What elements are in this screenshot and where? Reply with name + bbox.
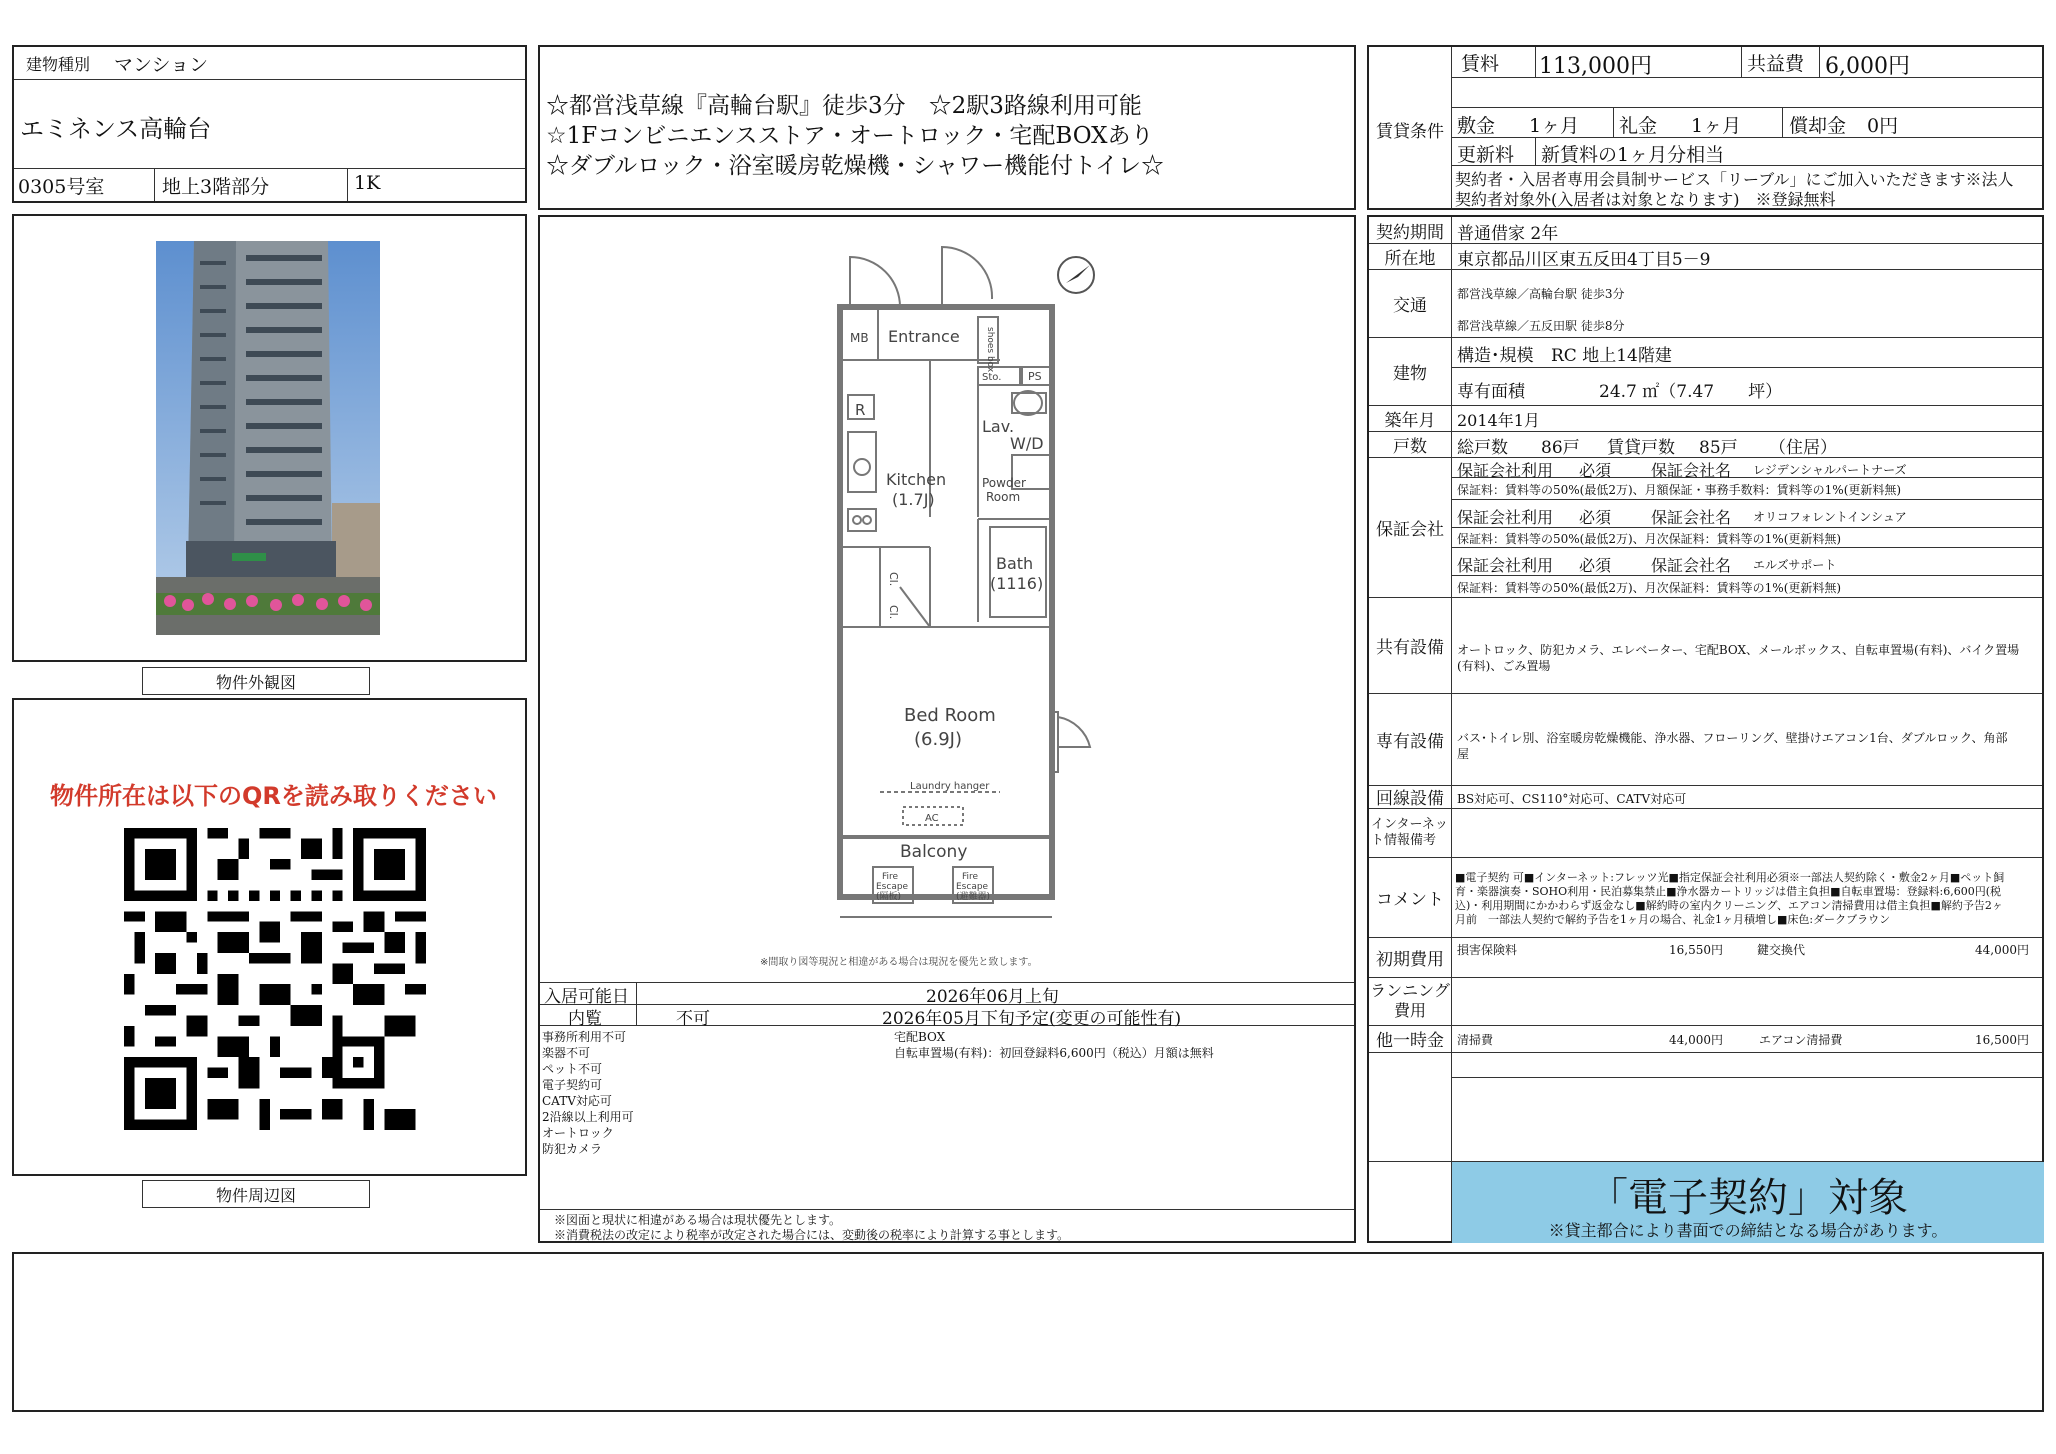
guarantor1-name-label: 保証会社名: [1651, 461, 1732, 480]
fp-entrance: Entrance: [888, 327, 960, 346]
guarantor3-name: エルズサポート: [1753, 558, 1837, 572]
private-facilities-label: 専有設備: [1376, 731, 1444, 752]
highlight-line-3: ☆ダブルロック・浴室暖房乾燥機・シャワー機能付トイレ☆: [546, 153, 1165, 179]
guarantor3-use: 保証会社利用: [1457, 556, 1554, 575]
viewing-value: 不可: [676, 1009, 710, 1029]
built-value: 2014年1月: [1457, 411, 1540, 430]
viewing-label: 内覧: [568, 1009, 602, 1029]
room-number: 0305号室: [18, 176, 105, 198]
guarantor2-name-label: 保証会社名: [1651, 508, 1732, 527]
fp-fire2b: Escape: [956, 882, 989, 892]
fp-closet-2: Cl.: [887, 605, 900, 620]
fp-r: R: [855, 401, 866, 419]
guarantor1-fee: 保証料：賃料等の50%(最低2万)、月額保証・事務手数料：賃料等の1%(更新料無): [1457, 483, 1902, 497]
footnotes: [554, 1213, 1069, 1243]
running-cost-label: ランニング 費用: [1370, 981, 1450, 1020]
condition-item: ペット不可: [542, 1062, 603, 1076]
highlight-line-2: ☆1Fコンビニエンスストア・オートロック・宅配BOXあり: [546, 123, 1154, 149]
bottom-notes-box: [12, 1252, 2044, 1412]
key-money-label: 礼金: [1619, 115, 1658, 137]
term-value: 普通借家 2年: [1457, 224, 1559, 244]
building-type-label: 建物種別: [26, 55, 91, 74]
deposit-value: 1ヶ月: [1529, 115, 1580, 137]
movein-value: 2026年06月上旬: [926, 987, 1059, 1007]
building-label: 建物: [1393, 363, 1427, 384]
condition-item: CATV対応可: [542, 1094, 612, 1108]
fp-powder: Powder: [982, 476, 1026, 490]
shared-facilities-1: オートロック、防犯カメラ、エレベーター、宅配BOX、メールボックス、自転車置場(有料)、バイク置場: [1457, 643, 2020, 657]
fp-powder-room: Room: [986, 490, 1021, 504]
fp-fire2c: (避難器): [956, 892, 991, 902]
floor-info: 地上3階部分: [162, 176, 270, 198]
fp-note: ※間取り図等現況と相違がある場合は現況を優先と致します。: [760, 957, 1038, 967]
renewal-label: 更新料: [1457, 144, 1515, 166]
address-label: 所在地: [1384, 248, 1436, 269]
initial-2-label: 鍵交換代: [1757, 943, 1806, 957]
map-qr-panel: [12, 698, 527, 1176]
guarantor2-name: オリコフォレントインシュア: [1753, 510, 1907, 524]
floorplan-panel: [538, 215, 1356, 1243]
map-caption: 物件周辺図: [142, 1180, 370, 1208]
fp-kitchen-size: (1.7J): [892, 490, 935, 509]
e-contract-banner: [1452, 1162, 2044, 1243]
fp-fire2a: Fire: [962, 872, 979, 882]
condition-item: 防犯カメラ: [542, 1142, 603, 1156]
qr-code[interactable]: [124, 828, 426, 1130]
fp-shoes: shoes box: [985, 327, 995, 373]
viewing-date: 2026年05月下旬予定(変更の可能性有): [882, 1009, 1182, 1029]
condition-item: 電子契約可: [542, 1078, 603, 1092]
amortization-label: 償却金: [1789, 115, 1847, 137]
units-rent: 85戸: [1699, 438, 1738, 458]
building-exterior-photo: [156, 241, 380, 635]
fp-bath: Bath: [996, 554, 1034, 573]
guarantor1-use: 保証会社利用: [1457, 461, 1554, 480]
guarantor3-req: 必須: [1579, 556, 1612, 575]
layout-type: 1K: [354, 172, 381, 194]
transit-2: 都営浅草線／五反田駅 徒歩8分: [1457, 319, 1625, 333]
units-label: 戸数: [1393, 436, 1427, 457]
units-total: 86戸: [1541, 438, 1580, 458]
guarantor2-fee: 保証料：賃料等の50%(最低2万)、月次保証料：賃料等の1%(更新料無): [1457, 532, 1842, 546]
built-label: 築年月: [1384, 410, 1436, 431]
fp-bedroom: Bed Room: [904, 705, 996, 726]
rent-section-label: 賃貸条件: [1376, 122, 1444, 142]
transit-label: 交通: [1393, 295, 1427, 316]
lump-1-label: 清掃費: [1457, 1033, 1494, 1047]
condition-item: 宅配BOX: [894, 1030, 946, 1044]
line-label: 回線設備: [1376, 789, 1444, 809]
fp-fire1c: (隔板): [876, 892, 902, 902]
lump-1-value: 44,000円: [1669, 1033, 1723, 1047]
rent-label: 賃料: [1461, 53, 1500, 75]
guarantor-label: 保証会社: [1376, 519, 1444, 540]
address-value: 東京都品川区東五反田4丁目5－9: [1457, 250, 1711, 270]
property-details: [1367, 215, 2044, 1243]
member-note-2: 契約者対象外(入居者は対象となります) ※登録無料: [1455, 190, 1836, 209]
shared-facilities-2: (有料)、ごみ置場: [1457, 659, 1551, 673]
fp-mb: MB: [850, 331, 869, 345]
fp-sto: Sto.: [982, 372, 1002, 383]
condition-item: 事務所利用不可: [542, 1030, 627, 1044]
building-name: エミネンス高輪台: [20, 115, 212, 143]
rent-value: 113,000円: [1539, 54, 1652, 79]
common-fee-value: 6,000円: [1825, 54, 1910, 79]
footnote: ※図面と現状に相違がある場合は現状優先とします。: [554, 1213, 842, 1227]
guarantor1-name: レジデンシャルパートナーズ: [1753, 463, 1907, 477]
common-fee-label: 共益費: [1747, 53, 1805, 75]
units-rent-label: 賃貸戸数: [1607, 438, 1675, 458]
units-total-label: 総戸数: [1457, 438, 1508, 458]
shared-facilities-label: 共有設備: [1376, 637, 1444, 658]
fp-wd: W/D: [1010, 434, 1044, 453]
fp-lav: Lav.: [982, 417, 1015, 436]
transit-1: 都営浅草線／高輪台駅 徒歩3分: [1457, 287, 1625, 301]
footnote: ※消費税法の改定により税率が改定された場合には、変動後の税率により計算する事とします。: [554, 1228, 1070, 1242]
e-contract-note: ※貸主都合により書面での締結となる場合があります。: [1548, 1221, 1948, 1240]
exterior-caption: 物件外観図: [142, 667, 370, 695]
fp-ps: PS: [1028, 370, 1042, 383]
lump-2-label: エアコン清掃費: [1759, 1033, 1843, 1047]
rent-conditions: [1367, 45, 2044, 210]
area-label: 専有面積: [1457, 382, 1525, 402]
condition-item: オートロック: [542, 1126, 614, 1140]
fp-balcony: Balcony: [900, 842, 968, 862]
fp-fire1a: Fire: [882, 872, 899, 882]
guarantor2-req: 必須: [1579, 508, 1612, 527]
conditions-right-list: [894, 1029, 1214, 1061]
guarantor3-fee: 保証料：賃料等の50%(最低2万)、月次保証料：賃料等の1%(更新料無): [1457, 581, 1842, 595]
structure-label: 構造･規模: [1457, 346, 1534, 366]
internet-label: インターネッ ト情報備考: [1371, 817, 1448, 848]
conditions-left-list: [542, 1029, 634, 1157]
initial-cost-label: 初期費用: [1376, 949, 1444, 970]
initial-1-value: 16,550円: [1669, 943, 1723, 957]
initial-2-value: 44,000円: [1975, 943, 2029, 957]
lump-sum-label: 他一時金: [1376, 1031, 1444, 1051]
e-contract-title: 「電子契約」対象: [1588, 1175, 1908, 1221]
floor-plan: [760, 227, 1140, 967]
condition-item: 楽器不可: [542, 1046, 591, 1060]
fp-closet-1: Cl.: [887, 572, 900, 587]
initial-1-label: 損害保険料: [1457, 943, 1518, 957]
amortization-value: 0円: [1867, 115, 1899, 137]
condition-item: 2沿線以上利用可: [542, 1110, 634, 1124]
fp-ac: AC: [925, 813, 939, 824]
comment-label: コメント: [1376, 889, 1444, 910]
fp-kitchen: Kitchen: [886, 470, 947, 489]
units-note: （住居）: [1769, 438, 1837, 458]
line-value: BS対応可、CS110°対応可、CATV対応可: [1457, 792, 1687, 806]
private-facilities-1: バス･トイレ別、浴室暖房乾燥機能、浄水器、フローリング、壁掛けエアコン1台、ダブルロック、角部: [1457, 731, 2008, 745]
qr-notice: 物件所在は以下のQRを読み取りください: [50, 782, 497, 810]
fp-fire1b: Escape: [876, 882, 909, 892]
guarantor3-name-label: 保証会社名: [1651, 556, 1732, 575]
fp-laundry: Laundry hanger: [910, 781, 990, 792]
key-money-value: 1ヶ月: [1691, 115, 1742, 137]
fp-bedroom-size: (6.9J): [914, 729, 962, 750]
lump-2-value: 16,500円: [1975, 1033, 2029, 1047]
building-type: マンション: [114, 54, 209, 76]
private-facilities-2: 屋: [1457, 747, 1470, 761]
exterior-photo-panel: [12, 214, 527, 662]
condition-item: 自転車置場(有料)：初回登録料6,600円（税込）月額は無料: [894, 1046, 1214, 1060]
property-header: [12, 45, 527, 203]
guarantor2-use: 保証会社利用: [1457, 508, 1554, 527]
deposit-label: 敷金: [1457, 115, 1496, 137]
member-note-1: 契約者・入居者専用会員制サービス「リーブル」にご加入いただきます※法人: [1455, 170, 2014, 189]
area-value: 24.7 ㎡（7.47 坪）: [1599, 382, 1783, 402]
movein-label: 入居可能日: [544, 987, 629, 1007]
highlight-line-1: ☆都営浅草線『高輪台駅』徒歩3分 ☆2駅3路線利用可能: [546, 93, 1142, 119]
renewal-value: 新賃料の1ヶ月分相当: [1541, 144, 1725, 166]
highlights-box: [538, 45, 1356, 210]
fp-bath-size: (1116): [990, 574, 1044, 593]
guarantor1-req: 必須: [1579, 461, 1612, 480]
term-label: 契約期間: [1376, 222, 1444, 243]
comment-text: ■電子契約 可■インターネット:フレッツ光■指定保証会社利用必須※一部法人契約除く・敷金2ヶ月■ペット飼 育・楽器演奏・SOHO利用・民泊募集禁止■浄水器カートリッジは借主負担■自転車置場：登録料:6,600円(税 込)・利用期間にかかわらず返金なし■解約時の室内クリーニング、エアコン清掃費用は借主負担■解約予告2ヶ 月前 一部法人契約で解約予告を1ヶ月の場合、礼金1ヶ月積増し■床色:ダークブラウン: [1455, 871, 2005, 926]
structure-value: RC 地上14階建: [1551, 346, 1672, 366]
